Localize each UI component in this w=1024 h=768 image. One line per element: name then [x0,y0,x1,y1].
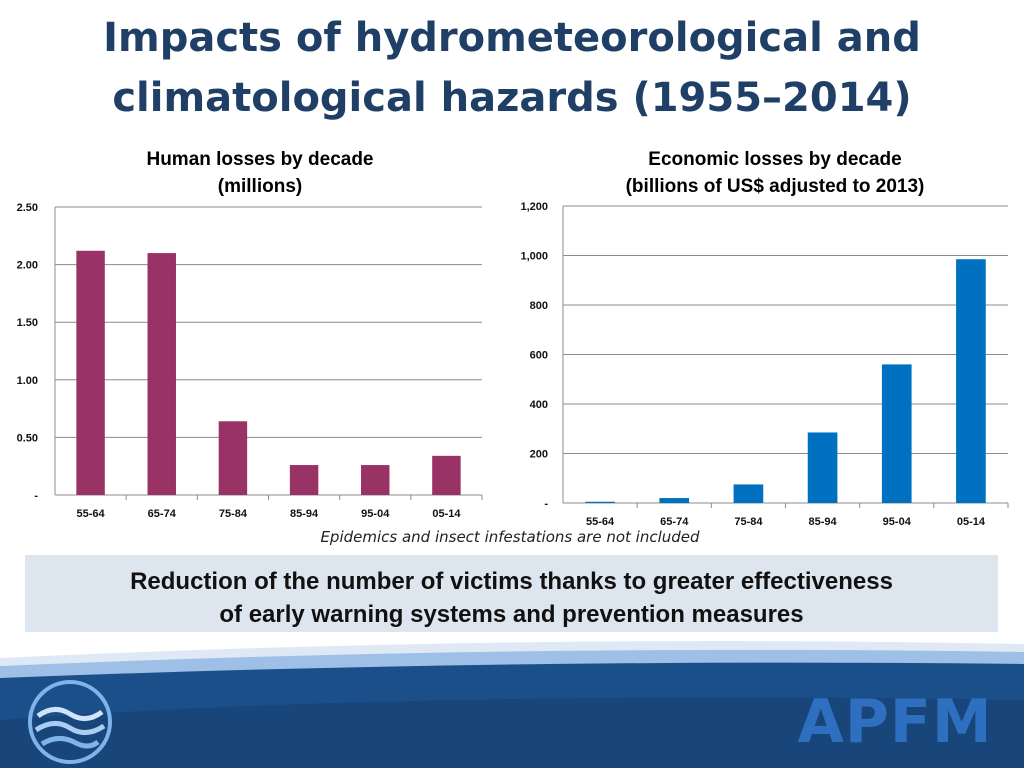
y-tick-label: 2.50 [16,202,38,214]
x-tick-label: 05-14 [432,508,461,520]
x-tick-label: 95-04 [882,516,911,528]
y-tick-label: - [34,490,38,502]
y-tick-label: 1,000 [520,250,548,263]
y-tick-label: 600 [529,349,548,362]
x-tick-label: 65-74 [660,516,689,528]
y-tick-label: 400 [529,399,548,411]
bar-95-04 [882,364,912,503]
y-tick-label: 0.50 [16,432,38,445]
bar-55-64 [585,502,615,503]
chart-footnote: Epidemics and insect infestations are not included [320,528,700,546]
x-tick-label: 55-64 [586,516,615,528]
bar-05-14 [956,259,986,503]
human-losses-title: Human losses by decade [146,149,374,170]
x-tick-label: 55-64 [76,508,105,520]
x-tick-label: 95-04 [361,508,390,520]
x-tick-label: 65-74 [147,508,176,520]
bar-75-84 [734,484,764,503]
y-tick-label: 1.50 [16,317,38,330]
economic-losses-unit: (billions of US$ adjusted to 2013) [625,176,925,197]
y-tick-label: 800 [529,300,548,312]
x-tick-label: 05-14 [956,516,985,528]
x-tick-label: 75-84 [734,516,763,528]
apfm-logo-text: APFM [797,687,993,757]
y-tick-label: - [544,498,548,510]
y-tick-label: 2.00 [16,259,38,272]
callout-line-1: Reduction of the number of victims thanks to greater effectiveness [130,568,893,595]
summary-callout [25,555,998,632]
y-tick-label: 1,200 [520,201,548,213]
title-line-1: Impacts of hydrometeorological and [103,15,921,61]
callout-line-2: of early warning systems and prevention measures [219,601,804,628]
y-tick-label: 200 [529,448,548,461]
title-line-2: climatological hazards (1955–2014) [112,75,912,121]
x-tick-label: 75-84 [218,508,247,520]
x-tick-label: 85-94 [290,508,319,520]
bar-85-94 [808,432,838,503]
y-tick-label: 1.00 [16,374,38,387]
economic-losses-title: Economic losses by decade [648,149,902,170]
human-losses-unit: (millions) [217,176,303,197]
bar-65-74 [659,498,689,503]
x-tick-label: 85-94 [808,516,837,528]
